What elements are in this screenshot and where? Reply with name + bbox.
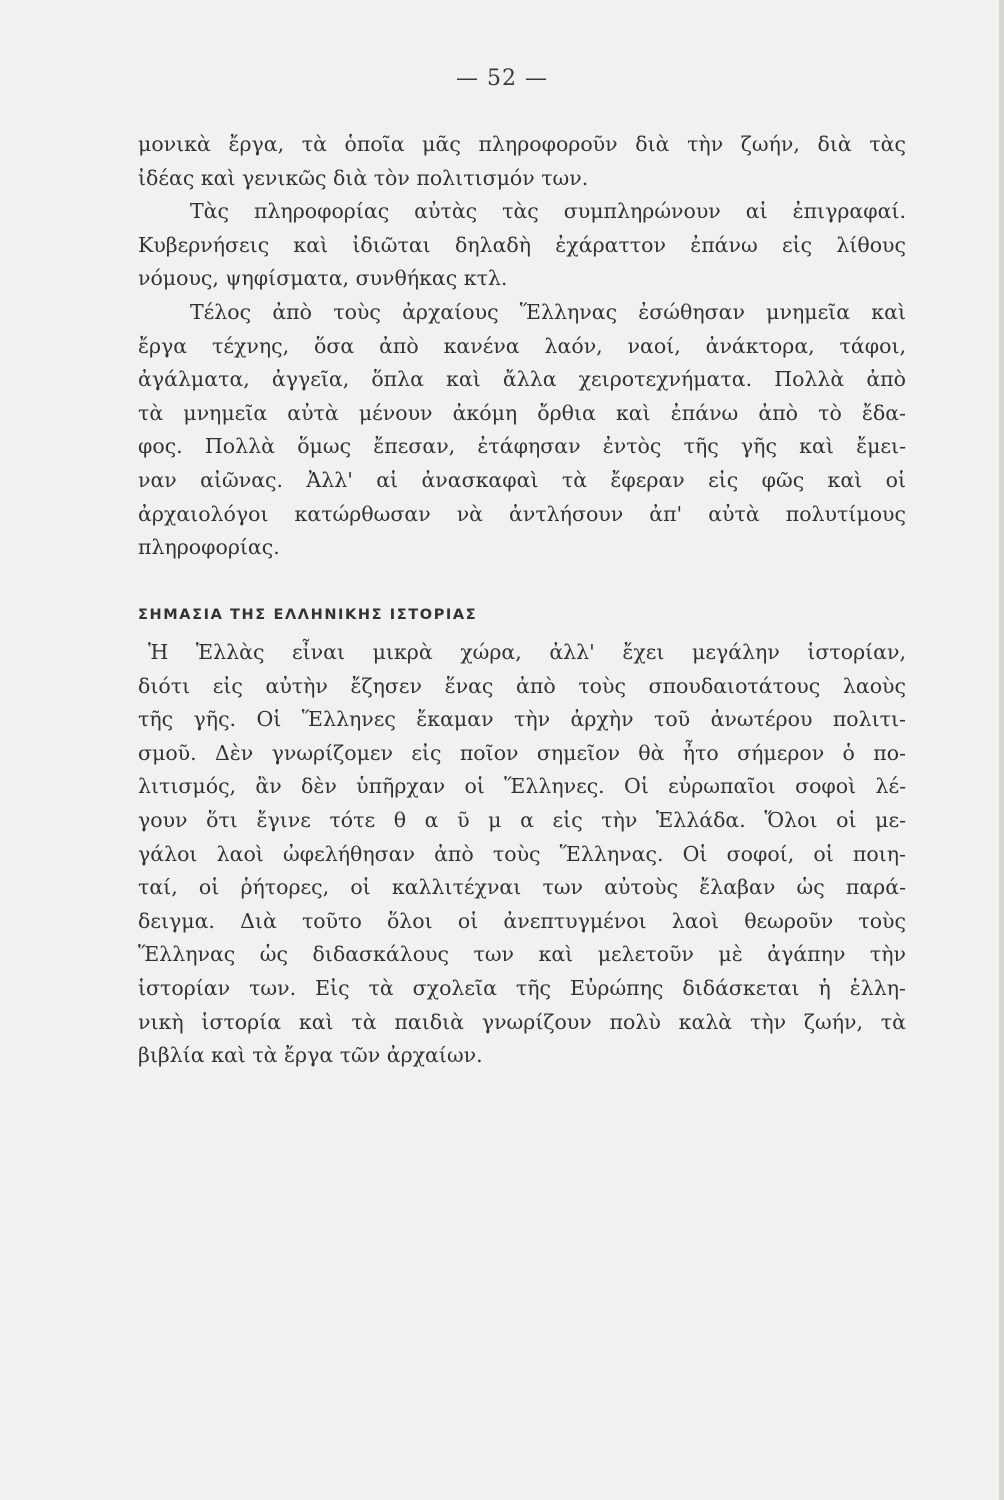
text-line: πληροφορίας. <box>138 535 280 560</box>
text-line: λιτισμός, ἂν δὲν ὑπῆρχαν οἱ Ἕλληνες. Οἱ εὐρωπαῖοι σοφοὶ λέ- <box>138 774 906 799</box>
text-line: ἰδέας καὶ γενικῶς διὰ τὸν πολιτισμόν των. <box>138 165 589 190</box>
text-block-greek-history <box>138 636 906 1073</box>
text-line: ἀρχαιολόγοι κατώρθωσαν νὰ ἀντλήσουν ἀπ' αὐτὰ πολυτίμους <box>138 501 906 526</box>
text-line: σμοῦ. Δὲν γνωρίζομεν εἰς ποῖον σημεῖον θὰ ἦτο σήμερον ὁ πο- <box>138 740 906 765</box>
text-line: δειγμα. Διὰ τοῦτο ὅλοι οἱ ἀνεπτυγμένοι λαοὶ θεωροῦν τοὺς <box>138 908 906 933</box>
text-line: Ἡ Ἑλλὰς εἶναι μικρὰ χώρα, ἀλλ' ἔχει μεγάλην ἱστορίαν, <box>148 640 906 664</box>
text-block-monuments <box>138 128 906 565</box>
text-line: Ἕλληνας ὡς διδασκάλους των καὶ μελετοῦν μὲ ἀγάπην τὴν <box>138 942 906 967</box>
page-number: — 52 — <box>456 66 548 91</box>
text-line: τῆς γῆς. Οἱ Ἕλληνες ἔκαμαν τὴν ἀρχὴν τοῦ ἀνωτέρου πολιτι- <box>138 707 906 732</box>
text-line: Κυβερνήσεις καὶ ἰδιῶται δηλαδὴ ἐχάραττον ἐπάνω εἰς λίθους <box>138 232 906 257</box>
text-line: γάλοι λαοὶ ὠφελήθησαν ἀπὸ τοὺς Ἕλληνας. Οἱ σοφοί, οἱ ποιη- <box>138 841 906 866</box>
text-line: νόμους, ψηφίσματα, συνθήκας κτλ. <box>138 266 508 291</box>
section-heading: ΣΗΜΑΣΙΑ ΤΗΣ ΕΛΛΗΝΙΚΗΣ ΙΣΤΟΡΙΑΣ <box>138 607 478 623</box>
text-line: γουν ὅτι ἔγινε τότε θ α ῦ μ α εἰς τὴν Ἑλλάδα. Ὅλοι οἱ με- <box>138 807 906 832</box>
text-line: Τέλος ἀπὸ τοὺς ἀρχαίους Ἕλληνας ἐσώθησαν μνημεῖα καὶ <box>190 299 906 324</box>
text-line: φος. Πολλὰ ὅμως ἔπεσαν, ἐτάφησαν ἐντὸς τῆς γῆς καὶ ἔμει- <box>138 434 906 459</box>
text-line: βιβλία καὶ τὰ ἔργα τῶν ἀρχαίων. <box>138 1043 483 1068</box>
text-line: ἔργα τέχνης, ὅσα ἀπὸ κανένα λαόν, ναοί, ἀνάκτορα, τάφοι, <box>138 333 906 358</box>
text-line: ναν αἰῶνας. Ἀλλ' αἱ ἀνασκαφαὶ τὰ ἔφεραν εἰς φῶς καὶ οἱ <box>138 467 906 492</box>
text-line: ἱστορίαν των. Εἰς τὰ σχολεῖα τῆς Εὐρώπης διδάσκεται ἡ ἑλλη- <box>138 975 906 1000</box>
text-line: Τὰς πληροφορίας αὐτὰς τὰς συμπληρώνουν αἱ ἐπιγραφαί. <box>190 199 906 224</box>
page-edge-shadow <box>999 0 1004 1500</box>
text-line: μονικὰ ἔργα, τὰ ὁποῖα μᾶς πληροφοροῦν διὰ τὴν ζωήν, διὰ τὰς <box>138 132 906 156</box>
text-line: διότι εἰς αὐτὴν ἔζησεν ἕνας ἀπὸ τοὺς σπουδαιοτάτους λαοὺς <box>138 673 906 698</box>
text-line: νικὴ ἱστορία καὶ τὰ παιδιὰ γνωρίζουν πολὺ καλὰ τὴν ζωήν, τὰ <box>138 1009 906 1034</box>
text-line: ταί, οἱ ῥήτορες, οἱ καλλιτέχναι των αὐτοὺς ἔλαβαν ὡς παρά- <box>138 875 906 900</box>
text-line: ἀγάλματα, ἀγγεῖα, ὅπλα καὶ ἄλλα χειροτεχνήματα. Πολλὰ ἀπὸ <box>138 367 906 392</box>
text-line: τὰ μνημεῖα αὐτὰ μένουν ἀκόμη ὄρθια καὶ ἐπάνω ἀπὸ τὸ ἔδα- <box>138 400 906 425</box>
